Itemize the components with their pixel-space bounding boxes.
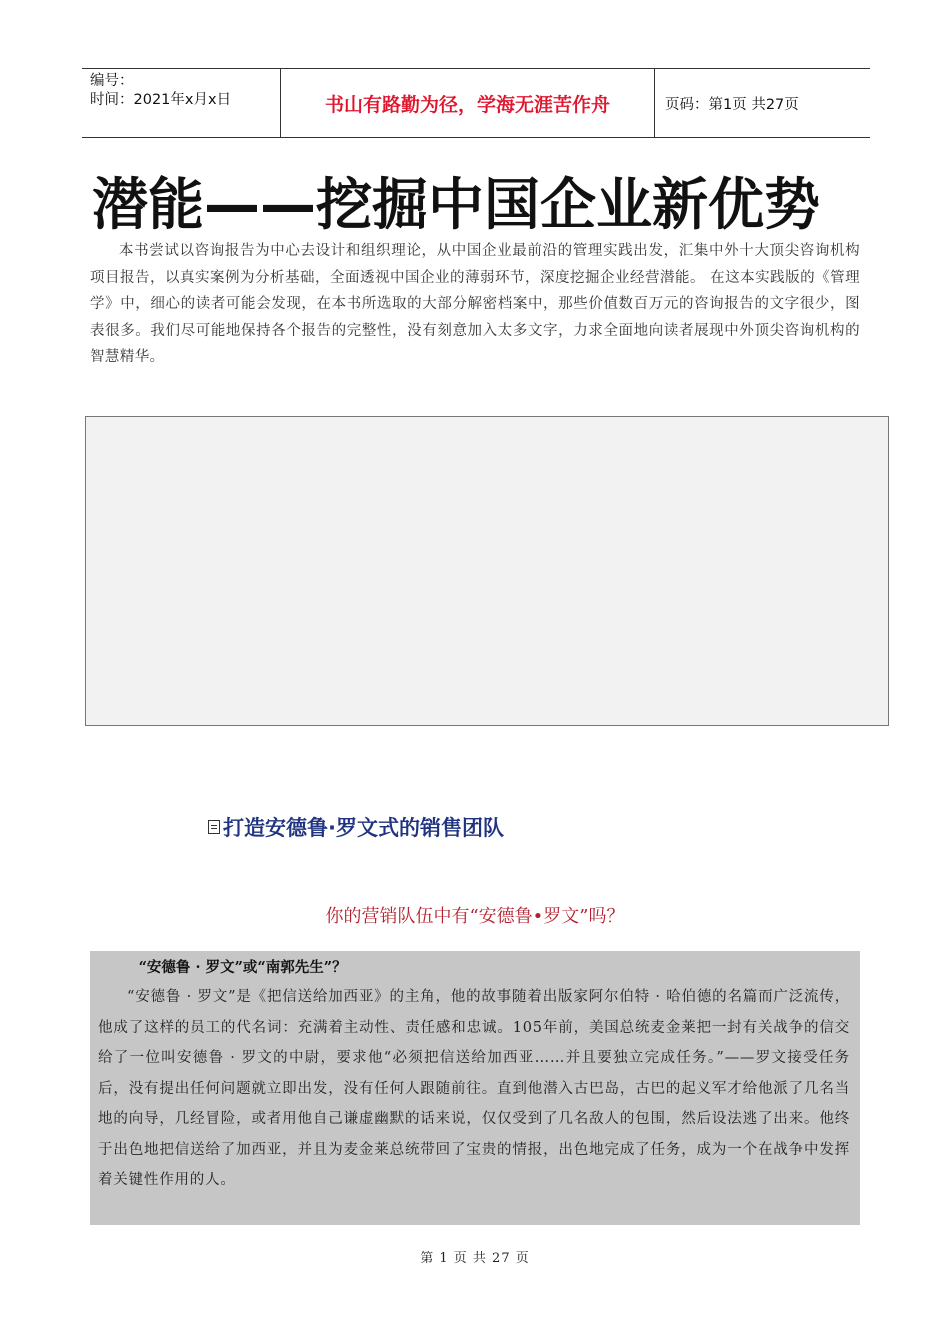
page-footer: 第 1 页 共 27 页: [420, 1251, 530, 1266]
header-motto: 书山有路勤为径，学海无涯苦作舟: [281, 69, 655, 137]
header-page-info: 页码：第1页 共27页: [665, 96, 799, 113]
image-placeholder: [85, 416, 889, 726]
section-heading-text: 打造安德鲁·罗文式的销售团队: [223, 816, 504, 840]
highlight-box: [90, 951, 860, 1225]
header-date: 时间：2021年x月x日: [90, 92, 232, 108]
header-number-label: 编号：: [90, 73, 134, 89]
section-subtitle: 你的营销队伍中有“安德鲁•罗文”吗？: [325, 906, 625, 927]
highlight-heading: “安德鲁 · 罗文”或“南郭先生”？: [138, 959, 347, 976]
document-title: 潜能——挖掘中国企业新优势: [92, 173, 820, 238]
highlight-body: “安德鲁 · 罗文”是《把信送给加西亚》的主角，他的故事随着出版家阿尔伯特 · 哈伯德的名篇而广泛流传，他成了这样的员工的代名词：充满着主动性、责任感和忠诚。105年前，美国总统麦金莱把一封有关战争的信交给了一位叫安德鲁 · 罗文的中尉，要求他“必须把信送给加西亚……并且要独立完成任务。”——罗文接受任务后，没有提出任何问题就立即出发，没有任何人跟随前往。直到他潜入古巴岛，古巴的起义军才给他派了几名当地的向导，几经冒险，或者用他自己谦虚幽默的话来说，仅仅受到了几名敌人的包围，然后设法逃了出来。他终于出色地把信送给了加西亚，并且为麦金莱总统带回了宝贵的情报，出色地完成了任务，成为一个在战争中发挥着关键性作用的人。: [98, 989, 850, 1188]
document-icon: [208, 820, 220, 834]
header-meta: [82, 69, 281, 137]
section-heading: [208, 812, 504, 842]
page-header: [82, 68, 870, 138]
intro-paragraph: 本书尝试以咨询报告为中心去设计和组织理论，从中国企业最前沿的管理实践出发，汇集中外十大顶尖咨询机构项目报告，以真实案例为分析基础，全面透视中国企业的薄弱环节，深度挖掘企业经营潜能。 在这本实践版的《管理学》中，细心的读者可能会发现，在本书所选取的大部分解密档案中，那些价值数百万元的咨询报告的文字很少，图表很多。我们尽可能地保持各个报告的完整性，没有刻意加入太多文字，力求全面地向读者展现中外顶尖咨询机构的智慧精华。: [90, 243, 860, 365]
